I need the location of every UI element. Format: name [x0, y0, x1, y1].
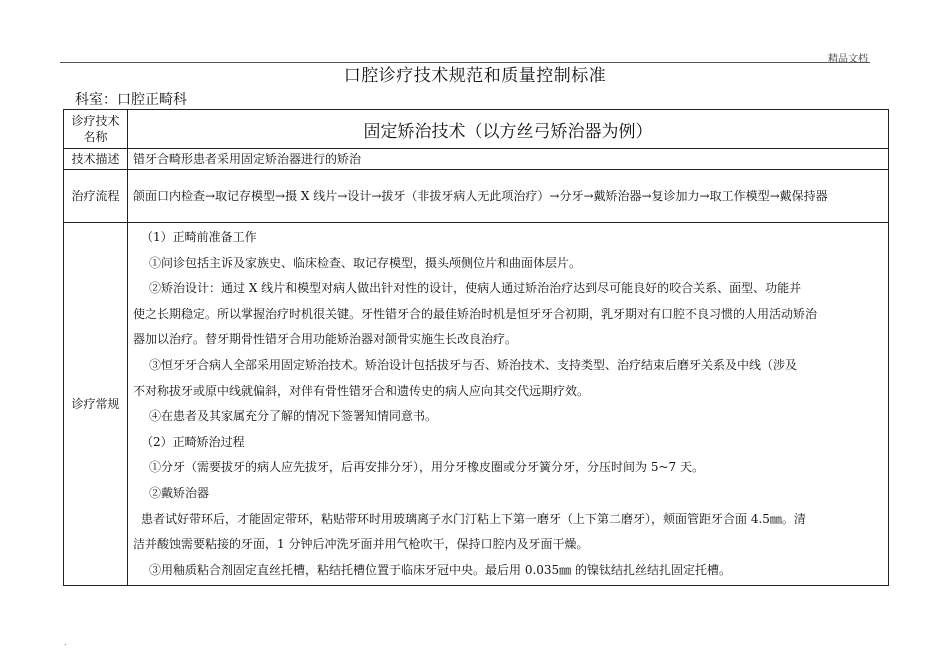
document-title: 口腔诊疗技术规范和质量控制标准: [343, 66, 607, 86]
row-flow: [64, 170, 889, 223]
department-label: 科室：口腔正畸科: [75, 92, 187, 108]
routine-line: ③用釉质粘合剂固定直丝托槽，粘结托槽位置于临床牙冠中央。最后用 0.035㎜ 的镍钛结扎丝结扎固定托槽。: [149, 562, 731, 577]
row-description: [64, 149, 889, 170]
header-mark: 精品文档: [828, 54, 868, 65]
flow-value: 颌面口内检查→取记存模型→摄 X 线片→设计→拔牙（非拔牙病人无此项治疗）→分牙→戴矫治器→复诊加力→取工作模型→戴保持器: [128, 170, 889, 223]
flow-label: 治疗流程: [64, 170, 128, 223]
routine-line: ①分牙（需要拔牙的病人应先拔牙，后再安排分牙），用分牙橡皮圈或分牙簧分牙，分压时间为 5~7 天。: [149, 460, 704, 475]
tech-name-value: 固定矫治技术（以方丝弓矫治器为例）: [128, 110, 889, 149]
routine-line: ③恒牙牙合病人全部采用固定矫治技术。矫治设计包括拔牙与否、矫治技术、支持类型、治疗结束后磨牙关系及中线（涉及: [149, 357, 798, 372]
footer-dot: .: [64, 638, 67, 647]
routine-label: 诊疗常规: [64, 223, 128, 586]
routine-line: （2）正畸矫治过程: [141, 434, 245, 449]
routine-line: 使之长期稳定。所以掌握治疗时机很关键。牙性错牙合的最佳矫治时机是恒牙牙合初期，乳牙期对有口腔不良习惯的人用活动矫治: [133, 306, 818, 321]
description-value: 错牙合畸形患者采用固定矫治器进行的矫治: [128, 149, 889, 170]
routine-content: [128, 223, 889, 586]
routine-line: ②矫治设计：通过 X 线片和模型对病人做出针对性的设计，使病人通过矫治治疗达到尽可能良好的咬合关系、面型、功能并: [149, 281, 802, 296]
row-tech-name: [64, 110, 889, 149]
routine-line: 不对称拔牙或原中线就偏斜，对伴有骨性错牙合和遗传史的病人应向其交代远期疗效。: [133, 383, 590, 398]
routine-line: ④在患者及其家属充分了解的情况下签署知情同意书。: [149, 409, 438, 424]
routine-line: 器加以治疗。替牙期骨性错牙合用功能矫治器对颌骨实施生长改良治疗。: [133, 332, 518, 347]
tech-name-label: 诊疗技术名称: [64, 110, 128, 149]
routine-line: 患者试好带环后，才能固定带环，粘贴带环时用玻璃离子水门汀粘上下第一磨牙（上下第二磨牙），颊面管距牙合面 4.5㎜。清: [141, 511, 806, 526]
description-label: 技术描述: [64, 149, 128, 170]
spec-table: [63, 109, 889, 586]
row-routine: [64, 223, 889, 586]
routine-line: ②戴矫治器: [149, 485, 210, 500]
routine-line: （1）正畸前准备工作: [141, 230, 257, 244]
routine-line: ①问诊包括主诉及家族史、临床检查、取记存模型，摄头颅侧位片和曲面体层片。: [149, 255, 582, 270]
routine-line: 洁并酸蚀需要粘接的牙面，1 分钟后冲洗牙面并用气枪吹干，保持口腔内及牙面干燥。: [133, 537, 589, 552]
